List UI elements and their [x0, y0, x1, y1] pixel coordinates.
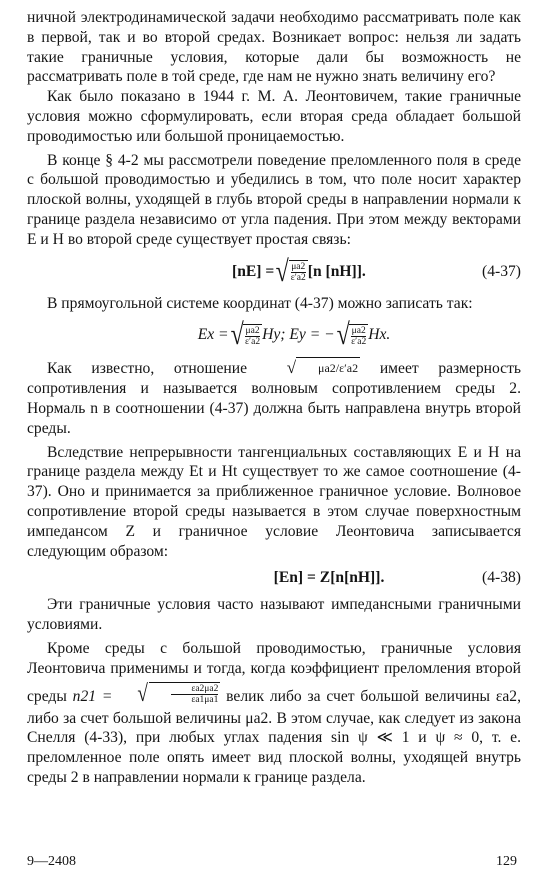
eq1-rhs: [n [nH]].: [307, 262, 366, 280]
eq1-fraction: $\frac{\mu a2}{\varepsilon'a2}$: [290, 262, 306, 284]
eq3-label: (4-38): [482, 569, 521, 587]
paragraph-7: Эти граничные условия часто называют импедансными граничными условиями.: [27, 596, 521, 634]
eq2-hx: Hx.: [368, 326, 391, 344]
eq1-sqrt: √ $\frac{\mu a2}{\varepsilon'a2}$: [275, 254, 306, 288]
paragraph-3: В конце § 4-2 мы рассмотрели поведение преломленного поля в среде с большой проводимостью и убедились в том, что поле носит характер плоской волны, уходящей в глубь второй среды в направлении нормали к границе раздела независимо от угла падения. При этом между векторами E и H во второй среде существует простая связь:: [27, 151, 521, 248]
eq2-ex: Ex =: [197, 326, 229, 344]
eq1-lhs: [nE] =: [232, 262, 275, 280]
eq2-hy: Hy;: [262, 326, 286, 344]
equation-4-38: [27, 561, 521, 595]
eq1-label: (4-37): [482, 262, 521, 280]
page-footer: [27, 852, 517, 872]
ratio-sqrt: √ μa2/ε′a2: [286, 358, 359, 378]
signature-mark: 9—2408: [27, 854, 76, 869]
paragraph-1: ничной электродинамической задачи необходимо рассматривать поле как в первой, так и во второй средах. Возникает вопрос: нельзя ли задать такие граничные условия, которые дали бы возможность не рассматривать поле в той среде, где нам не нужно знать величину его?: [27, 9, 521, 86]
equation-components: Ex = √ $\frac{\mu a2}{\varepsilon'a2}$ Hy; Ey = − √ $\frac{\mu a2}{\varepsilon'a2}$ Hx.: [197, 318, 391, 352]
eq2-ey: Ey = −: [289, 326, 335, 344]
paragraph-4: В прямоугольной системе координат (4-37) можно записать так:: [47, 294, 473, 312]
eq3: [En] = Z[n[nH]].: [273, 569, 385, 587]
page-number: 129: [496, 854, 517, 869]
n21-sqrt: √ $\frac{\varepsilon a2\mu a2}{\varepsilon a1\mu a1}$: [137, 680, 219, 707]
equation-4-37: [27, 250, 521, 294]
paragraph-6: Вследствие непрерывности тангенциальных составляющих E и H на границе раздела между Et и Ht существует то же самое соотношение (4-37). Оно и принимается за приближенное граничное условие. Волновое сопротивление второй среды называется в этом случае поверхностным импедансом Z и граничное условие Леонтовича записывается следующим образом:: [27, 443, 521, 560]
n21-lhs: n21 =: [72, 687, 113, 705]
paragraph-8: Кроме среды с большой проводимостью, граничные условия Леонтовича применимы и тогда, когда коэффициент преломления второй среды n21 = √ $\frac{\varepsilon a2\mu a2}{\varepsilon a1\mu a1}$ велик либо за счет большой величины εa2, либо за счет большой величины μa2. В этом случае, как следует из закона Снелля (4-33), при любых углах падения sin ψ ≪ 1 и ψ ≈ 0, т. е. преломленное поле опять имеет вид плоской волны, уходящей внутрь среды 2 в направлении нормали к границе раздела.: [27, 639, 521, 786]
paragraph-2: Как было показано в 1944 г. М. А. Леонтовичем, такие граничные условия можно сформулировать, если вторая среда обладает большой проводимостью или большой проницаемостью.: [27, 88, 521, 145]
paragraph-5: Как известно, отношение √ μa2/ε′a2 имеет размерность сопротивления и называется волновым сопротивлением среды 2. Нормаль n в соотношении (4-37) должна быть направлена внутрь второй среды.: [27, 358, 521, 437]
